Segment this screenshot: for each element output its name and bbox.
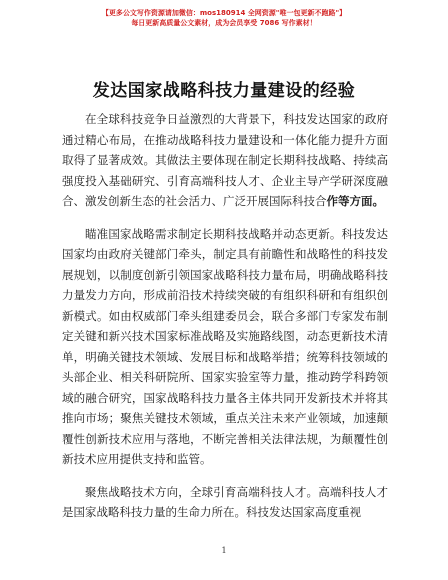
paragraph-1 — [62, 109, 388, 212]
paragraph-2 — [62, 224, 388, 470]
paragraph-3-text: 聚焦战略技术方向，全球引育高端科技人才。高端科技人才是国家战略科技力量的生命力所在。科技发达国家高度重视 — [62, 484, 388, 519]
document-body — [62, 109, 388, 535]
paragraph-3 — [62, 482, 388, 523]
paragraph-1-tail: 作等方面。 — [326, 194, 384, 208]
page-number: 1 — [221, 546, 227, 555]
promo-banner-line-2: 每日更新高质量公文素材，成为会员享受 7086 写作素材！ — [131, 19, 317, 27]
paragraph-2-text: 瞄准国家战略需求制定长期科技战略并动态更新。科技发达国家均由政府关键部门牵头，制定具有前瞻性和战略性的科技发展规划，以制度创新引领国家战略科技力量布局，明确战略科技力量发力方向，形成前沿技术持续突破的有组织科研和有组织创新模式。如由权威部门牵头组建委员会，联合多部门专家发布制定关键和新兴技术国家标准战略及实施路线图，动态更新技术清单，明确关键技术领域、发展目标和战略举措；统筹科技领域的头部企业、相关科研院所、国家实验室等力量，推动跨学科跨领域的融合研究，国家战略科技力量各主体共同开发新技术并将其推向市场；聚焦关键技术领域，重点关注未来产业领域，加速颠覆性创新技术应用与落地，不断完善相关法律法规，为颠覆性创新技术应用提供支持和监管。 — [62, 226, 388, 466]
paragraph-1-text: 在全球科技竞争日益激烈的大背景下，科技发达国家的政府通过精心布局，在推动战略科技力量建设和一体化能力提升方面取得了显著成效。其做法主要体现在制定长期科技战略、持续高强度投入基础研究、引育高端科技人才、企业主导产学研深度融合、激发创新生态的社会活力、广泛开展国际科技合 — [62, 112, 388, 208]
promo-banner — [0, 8, 448, 28]
document-title: 发达国家战略科技力量建设的经验 — [92, 81, 356, 101]
promo-banner-line-1: 【更多公文写作资源请加微信：mos180914 全网资源"唯一包更新不跑路"】 — [101, 9, 347, 17]
